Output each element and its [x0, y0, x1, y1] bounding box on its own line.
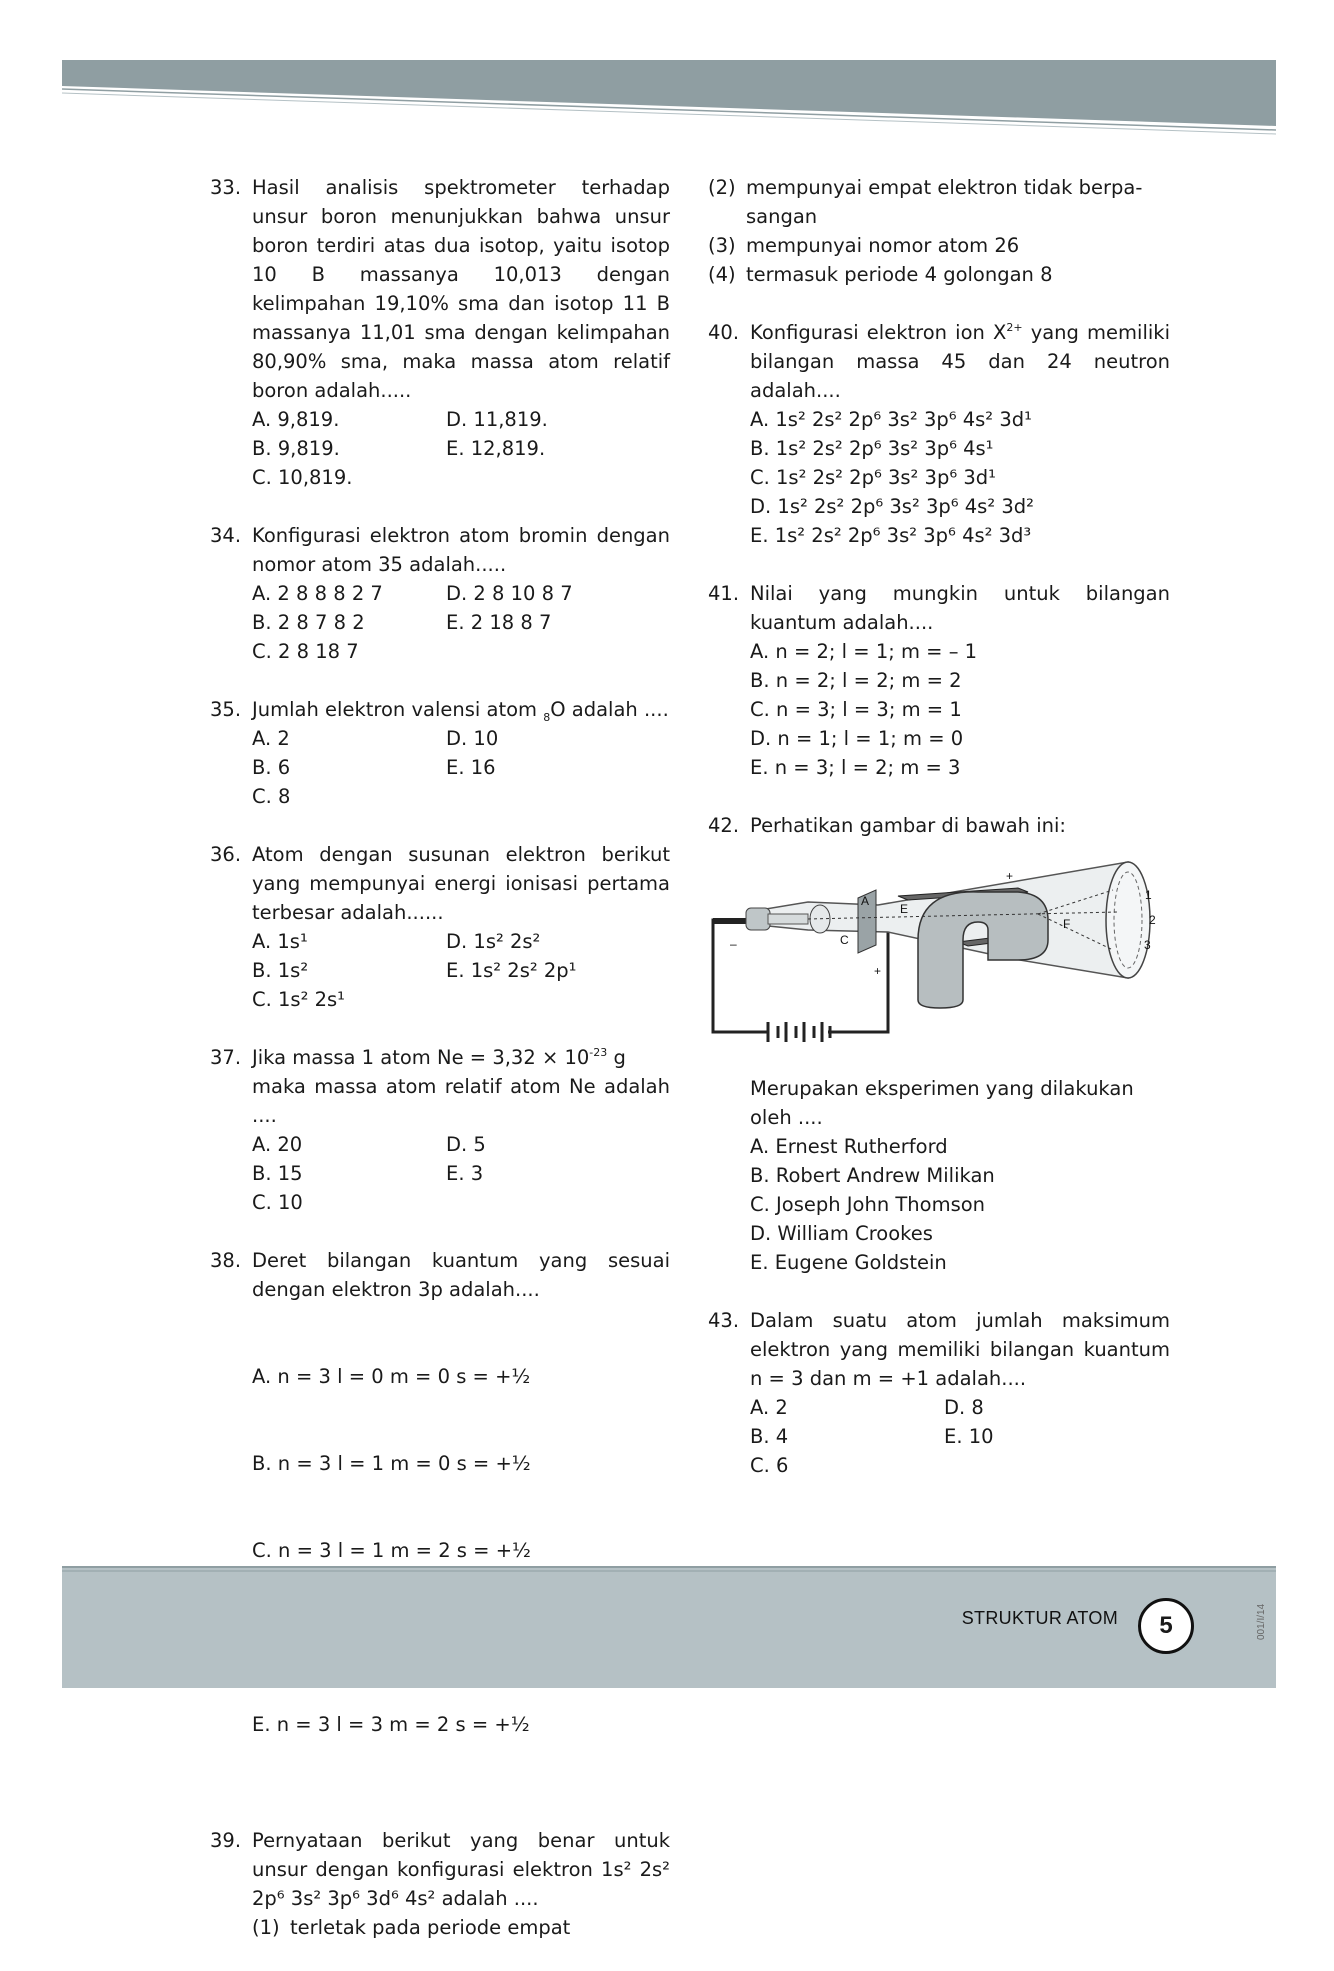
- option-d[interactable]: D. 2 8 10 8 7: [446, 582, 573, 605]
- option-a[interactable]: A. 1s¹: [252, 930, 308, 953]
- statement-2: [708, 173, 1170, 231]
- question-number: 36.: [210, 843, 242, 866]
- figure-label-plus: +: [874, 964, 882, 978]
- option-a[interactable]: A. 9,819.: [252, 408, 340, 431]
- question-text-part: Konfigurasi elektron ion X: [750, 321, 1007, 344]
- question-text-part: Jika massa 1 atom Ne = 3,32 × 10: [252, 1046, 590, 1069]
- question-40: [708, 318, 1170, 550]
- figure-label-2: 2: [1149, 913, 1156, 927]
- question-number: 34.: [210, 524, 242, 547]
- question-36: [210, 840, 670, 1014]
- question-text: Pernyataan berikut yang benar untuk unsur dengan konfigurasi elektron 1s² 2s² 2p⁶ 3s² 3p⁶ 3d⁶ 4s² adalah ....: [252, 1829, 670, 1910]
- option-c[interactable]: C. 10: [252, 1191, 303, 1214]
- option-c[interactable]: C. 8: [252, 785, 291, 808]
- question-37: [210, 1043, 670, 1217]
- option-a[interactable]: A. Ernest Rutherford: [750, 1135, 948, 1158]
- question-number: 40.: [708, 321, 740, 344]
- option-d[interactable]: D. n = 1; l = 1; m = 0: [750, 727, 964, 750]
- question-42: [708, 811, 1170, 1277]
- option-c[interactable]: C. 1s² 2s¹: [252, 988, 345, 1011]
- left-column: [210, 173, 670, 1971]
- question-text: [750, 318, 1170, 405]
- answer-options: [750, 1132, 1170, 1277]
- answer-options: [252, 579, 670, 666]
- option-d[interactable]: D. 1s² 2s² 2p⁶ 3s² 3p⁶ 4s² 3d²: [750, 495, 1034, 518]
- question-text: Perhatikan gambar di bawah ini:: [750, 814, 1066, 837]
- option-b[interactable]: B. 9,819.: [252, 437, 340, 460]
- statement-number: (4): [708, 263, 736, 286]
- option-d[interactable]: D. 11,819.: [446, 408, 548, 431]
- figure-label-a: A: [861, 894, 870, 908]
- question-text: Merupakan eksperimen yang dilakukan oleh ....: [750, 1077, 1134, 1129]
- answer-options: [252, 724, 670, 811]
- question-34: [210, 521, 670, 666]
- option-e[interactable]: E. 3: [446, 1162, 484, 1185]
- answer-options: [252, 1304, 670, 1797]
- statement-text: terletak pada periode empat: [290, 1916, 571, 1939]
- option-c[interactable]: C. 2 8 18 7: [252, 640, 359, 663]
- option-b[interactable]: B. 15: [252, 1162, 303, 1185]
- question-text: [252, 1043, 670, 1130]
- question-number: 38.: [210, 1249, 242, 1272]
- option-e[interactable]: E. 10: [944, 1425, 994, 1448]
- option-c[interactable]: C. n = 3; l = 3; m = 1: [750, 698, 962, 721]
- option-a[interactable]: A. 1s² 2s² 2p⁶ 3s² 3p⁶ 4s² 3d¹: [750, 408, 1032, 431]
- option-e[interactable]: E. 1s² 2s² 2p⁶ 3s² 3p⁶ 4s² 3d³: [750, 524, 1032, 547]
- option-d[interactable]: D. 8: [944, 1396, 984, 1419]
- option-e[interactable]: E. 2 18 8 7: [446, 611, 552, 634]
- option-a[interactable]: A. 2: [750, 1396, 788, 1419]
- question-text-part: O adalah ....: [550, 698, 669, 721]
- question-43: [708, 1306, 1170, 1480]
- option-e[interactable]: E. 1s² 2s² 2p¹: [446, 959, 577, 982]
- answer-options: [750, 405, 1170, 550]
- option-c[interactable]: C. 10,819.: [252, 466, 353, 489]
- question-text: Konfigurasi elektron atom bromin dengan nomor atom 35 adalah.....: [252, 524, 670, 576]
- statement-text: mempunyai empat elektron tidak berpa-sangan: [746, 176, 1143, 228]
- question-text-part: yang memiliki bilangan massa 45 dan 24 neutron adalah....: [750, 321, 1170, 402]
- question-text: Nilai yang mungkin untuk bilangan kuantum adalah....: [750, 582, 1170, 634]
- figure-label-1: 1: [1145, 888, 1152, 902]
- option-b[interactable]: B. Robert Andrew Milikan: [750, 1164, 995, 1187]
- option-a[interactable]: A. n = 3 l = 0 m = 0 s = +½: [252, 1365, 531, 1388]
- figure-label-e: E: [900, 902, 909, 916]
- answer-options: [750, 1393, 1170, 1480]
- statement-number: (2): [708, 176, 736, 199]
- question-text: Hasil analisis spektrometer terhadap unsur boron menunjukkan bahwa unsur boron terdiri atas dua isotop, yaitu isotop 10 B massanya 10,013 dengan kelimpahan 19,10% sma dan isotop 11 B massanya 11,01 sma dengan kelimpahan 80,90% sma, maka massa atom relatif boron adalah.....: [252, 176, 670, 402]
- option-e[interactable]: E. n = 3 l = 3 m = 2 s = +½: [252, 1713, 530, 1736]
- figure-label-plus-top: +: [1006, 869, 1014, 883]
- page-number: 5: [1138, 1598, 1194, 1654]
- option-d[interactable]: D. 5: [446, 1133, 486, 1156]
- question-number: 41.: [708, 582, 740, 605]
- statement-number: (3): [708, 234, 736, 257]
- answer-options: [252, 927, 670, 1014]
- option-c[interactable]: C. n = 3 l = 1 m = 2 s = +½: [252, 1539, 531, 1562]
- question-text-part: maka massa atom relatif atom Ne adalah ....: [252, 1075, 670, 1127]
- statement-1: [252, 1913, 670, 1942]
- question-number: 39.: [210, 1829, 242, 1852]
- question-35: [210, 695, 670, 811]
- statement-number: (1): [252, 1916, 280, 1939]
- statement-3: [708, 231, 1170, 260]
- right-column: [708, 173, 1170, 1509]
- question-number: 35.: [210, 698, 242, 721]
- figure-label-f: F: [1063, 917, 1071, 931]
- question-39-continued: [708, 173, 1170, 289]
- option-a[interactable]: A. 2: [252, 727, 290, 750]
- figure-label-minus: –: [730, 937, 737, 951]
- question-text: [252, 695, 670, 724]
- option-b[interactable]: B. 1s² 2s² 2p⁶ 3s² 3p⁶ 4s¹: [750, 437, 994, 460]
- question-39: [210, 1826, 670, 1942]
- question-text-part: Jumlah elektron valensi atom: [252, 698, 544, 721]
- option-a[interactable]: A. 2 8 8 8 2 7: [252, 582, 383, 605]
- ion-charge: 2+: [1006, 321, 1023, 334]
- option-e[interactable]: E. 12,819.: [446, 437, 546, 460]
- question-33: [210, 173, 670, 492]
- footer-rule: [62, 1566, 1276, 1576]
- header-band: [62, 60, 1276, 136]
- option-e[interactable]: E. Eugene Goldstein: [750, 1251, 947, 1274]
- option-b[interactable]: B. n = 2; l = 2; m = 2: [750, 669, 962, 692]
- option-d[interactable]: D. 10: [446, 727, 499, 750]
- question-text: Deret bilangan kuantum yang sesuai dengan elektron 3p adalah....: [252, 1249, 670, 1301]
- option-b[interactable]: B. 6: [252, 756, 291, 779]
- question-text: Atom dengan susunan elektron berikut yang mempunyai energi ionisasi pertama terbesar adalah......: [252, 843, 670, 924]
- question-41: [708, 579, 1170, 782]
- question-number: 33.: [210, 176, 242, 199]
- figure-label-3: 3: [1144, 938, 1151, 952]
- question-number: 37.: [210, 1046, 242, 1069]
- option-d[interactable]: D. 1s² 2s²: [446, 930, 541, 953]
- question-text: Dalam suatu atom jumlah maksimum elektron yang memiliki bilangan kuantum n = 3 dan m = +1 adalah....: [750, 1309, 1170, 1390]
- option-b[interactable]: B. n = 3 l = 1 m = 0 s = +½: [252, 1452, 531, 1475]
- option-b[interactable]: B. 2 8 7 8 2: [252, 611, 365, 634]
- question-38: [210, 1246, 670, 1797]
- atomic-number-subscript: 8: [543, 711, 551, 724]
- exponent: -23: [589, 1046, 608, 1059]
- question-number: 42.: [708, 814, 740, 837]
- question-text-part: g: [607, 1046, 626, 1069]
- document-code: 001/I/14: [1256, 1603, 1267, 1640]
- option-c[interactable]: C. 6: [750, 1454, 789, 1477]
- option-d[interactable]: D. William Crookes: [750, 1222, 933, 1245]
- statement-4: [708, 260, 1170, 289]
- option-a[interactable]: A. 20: [252, 1133, 303, 1156]
- option-a[interactable]: A. n = 2; l = 1; m = – 1: [750, 640, 978, 663]
- option-c[interactable]: C. Joseph John Thomson: [750, 1193, 986, 1216]
- figure-label-c: C: [840, 933, 849, 947]
- answer-options: [252, 405, 670, 492]
- cathode-ray-tube-figure: [708, 850, 1178, 1042]
- statement-text: mempunyai nomor atom 26: [746, 234, 1020, 257]
- question-number: 43.: [708, 1309, 740, 1332]
- answer-options: [750, 637, 1170, 782]
- option-c[interactable]: C. 1s² 2s² 2p⁶ 3s² 3p⁶ 3d¹: [750, 466, 996, 489]
- option-b[interactable]: B. 4: [750, 1425, 789, 1448]
- statement-text: termasuk periode 4 golongan 8: [746, 263, 1053, 286]
- chapter-title: STRUKTUR ATOM: [961, 1608, 1118, 1628]
- answer-options: [252, 1130, 670, 1217]
- option-b[interactable]: B. 1s²: [252, 959, 309, 982]
- option-e[interactable]: E. 16: [446, 756, 496, 779]
- option-e[interactable]: E. n = 3; l = 2; m = 3: [750, 756, 961, 779]
